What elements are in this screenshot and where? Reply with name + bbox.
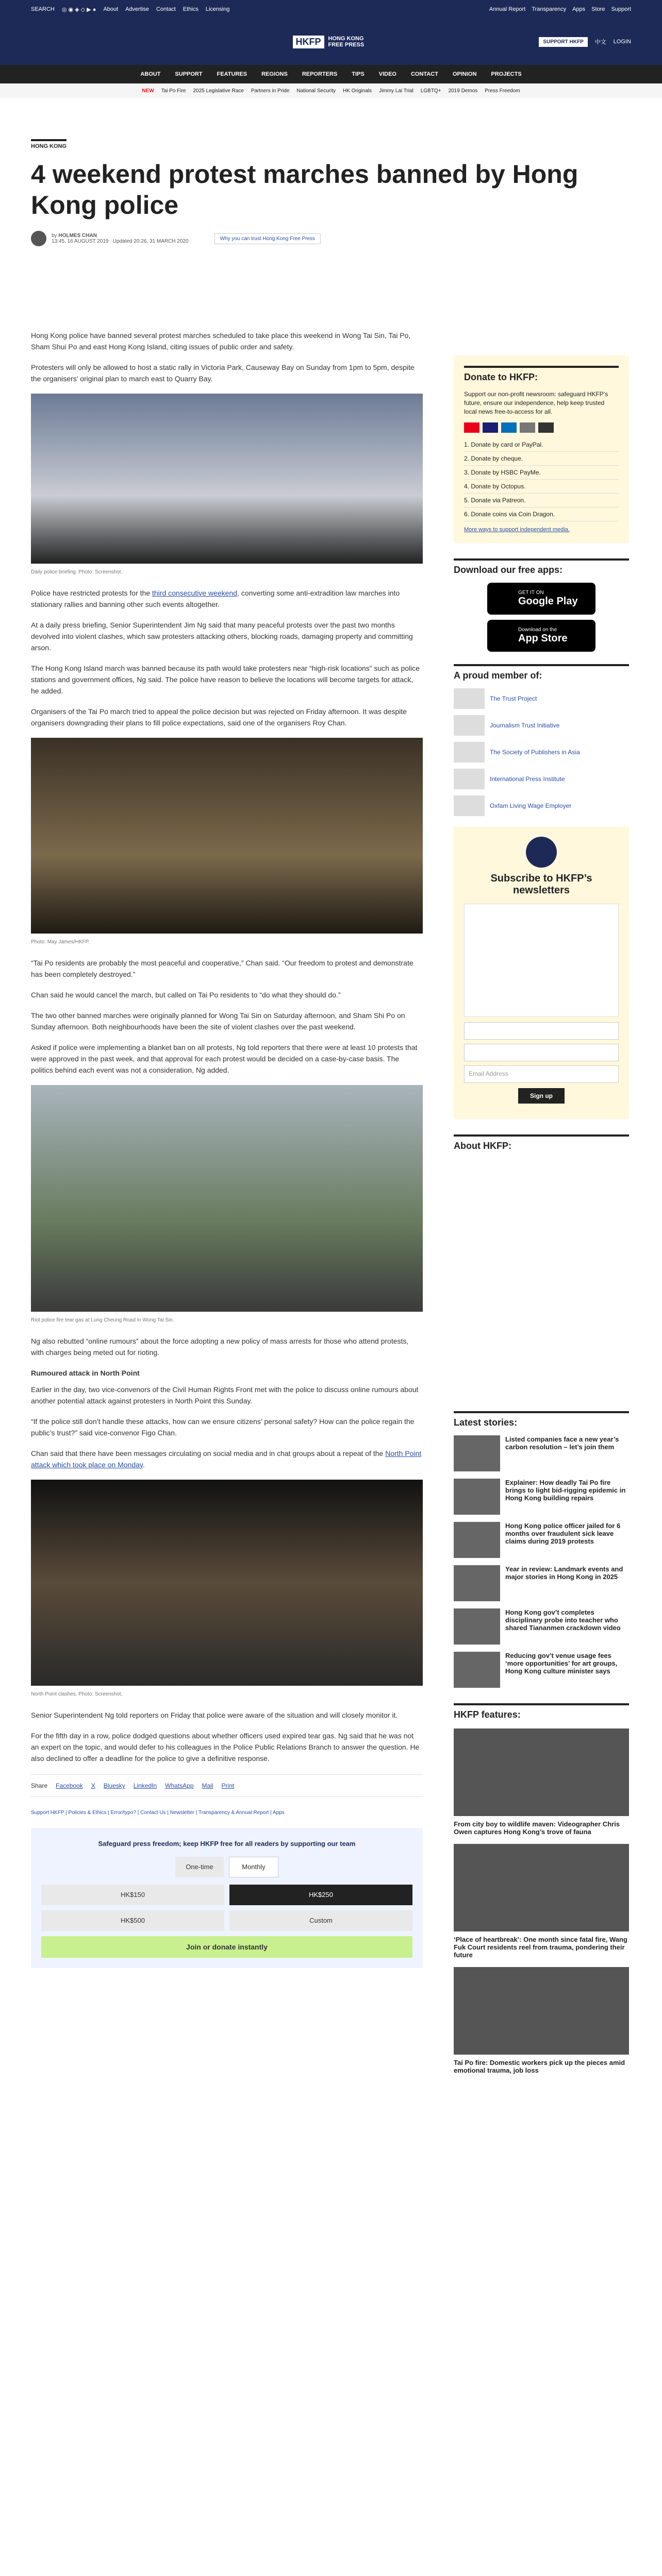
trending-item[interactable]: 2025 Legislative Race (193, 88, 244, 94)
sidebar (454, 355, 629, 2082)
app-store-button[interactable]: Download on the App Store (487, 620, 595, 652)
press-briefing-image (31, 394, 423, 564)
protest-photo (31, 738, 423, 934)
paragraph: Organisers of the Tai Po march tried to appeal the police decision but was rejected on Friday afternoon. It was despite organisers downgrading their plans to fill police expectations, said one of the organisers Roy Chan. (31, 707, 407, 727)
share-whatsapp[interactable]: WhatsApp (165, 1782, 194, 1789)
amount-option[interactable]: HK$500 (41, 1910, 224, 1931)
article-header (31, 139, 629, 246)
feature-story[interactable]: Tai Po fire: Domestic workers pick up the pieces amid emotional trauma, job loss (454, 1967, 629, 2074)
paragraph: For the fifth day in a row, police dodged questions about whether officers used expired tear gas. Ng said that he was not an expert on the topic, and would defer to his colleagues in the Police Public Relations Branch to answer the question. He also declined to offer a deadline for the police to give a definitive response. (31, 1732, 420, 1762)
top-link[interactable]: Annual Report (489, 6, 526, 12)
share-label: Share (31, 1782, 48, 1789)
widget-title: HKFP features: (454, 1703, 629, 1720)
donate-panel (31, 1828, 423, 1968)
share-x[interactable]: X (91, 1782, 95, 1789)
member-logo[interactable]: International Press Institute (454, 769, 629, 789)
paragraph: “If the police still don’t handle these attacks, how can we ensure citizens’ personal safety? How can the police regain the public’s trust?” said vice-convenor Figo Chan. (31, 1417, 415, 1437)
top-link[interactable]: About (103, 6, 119, 12)
paragraph: Hong Kong police have banned several protest marches scheduled to take place this weekend in Wong Tai Sin, Tai Po, Sham Shui Po and east Hong Kong Island, citing issues of public order and safety. (31, 331, 411, 351)
section-heading: Rumoured attack in North Point (31, 1369, 140, 1377)
trending-bar (0, 83, 662, 98)
support-button[interactable]: SUPPORT HKFP (539, 37, 587, 47)
member-logo[interactable]: The Society of Publishers in Asia (454, 742, 629, 762)
features-widget (454, 1703, 629, 2074)
more-ways-link[interactable]: More ways to support independent media. (464, 527, 570, 533)
widget-title: A proud member of: (454, 664, 629, 681)
nav-item[interactable]: VIDEO (378, 71, 396, 77)
widget-title: Latest stories: (454, 1411, 629, 1428)
top-link[interactable]: Licensing (205, 6, 230, 12)
share-facebook[interactable]: Facebook (56, 1782, 83, 1789)
social-icons[interactable]: ◎ ◉ ◈ ◇ ▶ ● (61, 6, 96, 13)
latest-story[interactable]: Year in review: Landmark events and major stories in Hong Kong in 2025 (454, 1565, 629, 1601)
login-link[interactable]: LOGIN (613, 39, 631, 45)
latest-story[interactable]: Explainer: How deadly Tai Po fire brings to light bid-rigging epidemic in Hong Kong building repairs (454, 1479, 629, 1515)
paragraph: Protesters will only be allowed to host a static rally in Victoria Park, Causeway Bay on Sunday from 1pm to 5pm, despite the organisers’ original plan to march east to Quarry Bay. (31, 363, 415, 383)
nav-item[interactable]: OPINION (452, 71, 477, 77)
newsletter-title: Subscribe to HKFP’s newsletters (490, 873, 592, 896)
about-links[interactable] (454, 1159, 629, 1406)
paragraph: Police have restricted protests for the third consecutive weekend, converting some anti-extradition law marches into stationary rallies and banning other such events altogether. (31, 589, 400, 608)
top-link[interactable]: Store (591, 6, 605, 12)
image-caption: Daily police briefing. Photo: Screenshot. (31, 569, 123, 575)
nav-item[interactable]: FEATURES (217, 71, 247, 77)
article-title: 4 weekend protest marches banned by Hong Kong police (31, 160, 578, 219)
nav-item[interactable]: CONTACT (410, 71, 438, 77)
newsletter-widget (454, 826, 629, 1119)
trending-item[interactable]: Press Freedom (485, 88, 520, 94)
amount-option[interactable]: HK$250 (229, 1885, 412, 1905)
latest-story[interactable]: Reducing gov’t venue usage fees ‘more opportunities’ for art groups, Hong Kong culture minister says (454, 1652, 629, 1688)
monthly-toggle[interactable]: Monthly (229, 1857, 278, 1877)
trending-item[interactable]: Partners in Pride (251, 88, 290, 94)
top-link[interactable]: Support (611, 6, 631, 12)
newsletter-options[interactable] (464, 904, 619, 1017)
donate-option[interactable]: 2. Donate by cheque. (464, 452, 619, 466)
amount-option[interactable]: HK$150 (41, 1885, 224, 1905)
article-body (31, 330, 423, 1968)
top-bar (0, 0, 662, 19)
signup-button[interactable]: Sign up (518, 1088, 565, 1104)
hkfp-badge-icon (526, 837, 557, 868)
top-link[interactable]: Ethics (183, 6, 198, 12)
payment-icons (464, 422, 619, 433)
paragraph: Asked if police were implementing a blanket ban on all protests, Ng told reporters that there were at least 10 protests that were approved in the past week, and that approval for each protest would be decided on a case-by-case basis. The politics behind each event was not a consideration, Ng added. (31, 1043, 418, 1074)
donate-option[interactable]: 4. Donate by Octopus. (464, 480, 619, 494)
trending-label: NEW (142, 88, 154, 94)
latest-widget (454, 1411, 629, 1688)
top-link[interactable]: Apps (572, 6, 586, 12)
nav-item[interactable]: REPORTERS (302, 71, 338, 77)
latest-story[interactable]: Listed companies face a new year’s carbon resolution – let’s join them (454, 1435, 629, 1471)
google-play-button[interactable]: GET IT ON Google Play (487, 583, 595, 615)
one-time-toggle[interactable]: One-time (175, 1857, 224, 1877)
image-caption: North Point clashes. Photo: Screenshot. (31, 1691, 123, 1697)
trending-item[interactable]: HK Originals (342, 88, 372, 94)
feature-story[interactable]: From city boy to wildlife maven: Videographer Chris Owen captures Hong Kong’s trove of fauna (454, 1728, 629, 1836)
paragraph: Senior Superintendent Ng told reporters on Friday that police were aware of the situation and will closely monitor it. (31, 1711, 398, 1719)
trending-item[interactable]: LGBTQ+ (420, 88, 441, 94)
search-link[interactable]: SEARCH (31, 6, 55, 12)
member-logo[interactable]: The Trust Project (454, 688, 629, 709)
image-caption: Photo: May James/HKFP. (31, 939, 90, 945)
trending-item[interactable]: National Security (296, 88, 336, 94)
paragraph: At a daily press briefing, Senior Superintendent Jim Ng said that many peaceful protests over the past two months devolved into violent clashes, which saw protesters attacking others, blocking roads, damaging property and committing arson. (31, 621, 413, 652)
member-logo[interactable]: Journalism Trust Initiative (454, 715, 629, 736)
donate-text[interactable]: Support our non-profit newsroom: safeguard HKFP’s future, ensure our independence, help keep trusted local news free-to-access for all. (464, 391, 608, 415)
nav-item[interactable]: SUPPORT (175, 71, 203, 77)
member-logo[interactable]: Oxfam Living Wage Employer (454, 795, 629, 816)
updated-date: Updated 20:26, 31 MARCH 2020 (112, 239, 189, 244)
latest-story[interactable]: Hong Kong gov’t completes disciplinary probe into teacher who shared Tiananmen crackdown video (454, 1608, 629, 1645)
author-avatar (31, 231, 46, 246)
article-footer-links[interactable]: Support HKFP | Policies & Ethics | Error/typo? | Contact Us | Newsletter | Transparency & Annual Report | Apps (31, 1810, 285, 1816)
paragraph: Chan said that there have been messages circulating on social media and in chat groups about a repeat of the North Point attack which took place on Monday. (31, 1449, 422, 1469)
join-button[interactable]: Join or donate instantly (41, 1936, 412, 1958)
donate-option[interactable]: 6. Donate coins via Coin Dragon. (464, 507, 619, 521)
feature-story[interactable]: ‘Place of heartbreak’: One month since fatal fire, Wang Fuk Court residents reel from trauma, pondering their future (454, 1844, 629, 1959)
nav-item[interactable]: ABOUT (140, 71, 161, 77)
paragraph: Earlier in the day, two vice-convenors of the Civil Human Rights Front met with the police to discuss online rumours about another potential attack against protesters in North Point this Sunday. (31, 1385, 419, 1405)
logo[interactable]: HKFP HONG KONG FREE PRESS (293, 36, 370, 48)
widget-title: Download our free apps: (454, 558, 629, 575)
email-input[interactable]: Email Address (464, 1065, 619, 1083)
north-point-photo (31, 1480, 423, 1686)
author-name[interactable]: HOLMES CHAN (58, 233, 97, 239)
nav-item[interactable]: REGIONS (261, 71, 288, 77)
members-widget (454, 664, 629, 816)
category-label[interactable]: HONG KONG (31, 139, 67, 149)
publish-date: 13:45, 16 AUGUST 2019 (52, 239, 109, 244)
top-link[interactable]: Advertise (125, 6, 149, 12)
tear-gas-photo (31, 1085, 423, 1312)
nav-item[interactable]: PROJECTS (491, 71, 522, 77)
nav-item[interactable]: TIPS (352, 71, 365, 77)
image-caption: Riot police fire tear gas at Lung Cheung Road in Wong Tai Sin. (31, 1317, 174, 1323)
inline-link[interactable]: third consecutive weekend (152, 589, 237, 597)
paragraph: Chan said he would cancel the march, but called on Tai Po residents to “do what they should do.” (31, 991, 341, 999)
first-name-input[interactable] (464, 1022, 619, 1040)
trending-item[interactable]: 2019 Demos (448, 88, 478, 94)
share-print[interactable]: Print (221, 1782, 235, 1789)
share-mail[interactable]: Mail (202, 1782, 213, 1789)
trending-item[interactable]: Jimmy Lai Trial (379, 88, 413, 94)
trust-link[interactable]: Why you can trust Hong Kong Free Press (214, 233, 321, 244)
paragraph: The Hong Kong Island march was banned because its path would take protesters near “high-risk locations” such as police stations and government offices, Ng said. The police have reason to believe the locations will become targets for attack, he added. (31, 664, 420, 695)
donate-option[interactable]: 5. Donate via Patreon. (464, 494, 619, 507)
paragraph: The two other banned marches were originally planned for Wong Tai Sin on Saturday afternoon, and Sham Shi Po on Sunday afternoon. Both neighbourhoods have been the site of violent clashes over the past weekend. (31, 1011, 405, 1031)
about-widget (454, 1134, 629, 1406)
paragraph: Ng also rebutted “online rumours” about the force adopting a new policy of mass arrests for those who attend protests, with charges being meted out for rioting. (31, 1337, 409, 1357)
widget-title: About HKFP: (454, 1134, 629, 1151)
inline-link[interactable]: North Point attack which took place on Monday (31, 1449, 422, 1469)
share-linkedin[interactable]: LinkedIn (133, 1782, 157, 1789)
donate-option[interactable]: 3. Donate by HSBC PayMe. (464, 466, 619, 480)
amount-option[interactable]: Custom (229, 1910, 412, 1931)
donate-option[interactable]: 1. Donate by card or PayPal. (464, 438, 619, 452)
share-bluesky[interactable]: Bluesky (103, 1782, 125, 1789)
donate-widget (454, 355, 629, 543)
promo-text: Safeguard press freedom; keep HKFP free for all readers by supporting our team (98, 1840, 356, 1848)
trending-item[interactable]: Tai Po Fire (161, 88, 186, 94)
main-nav (0, 65, 662, 83)
masthead (0, 19, 662, 65)
paragraph: “Tai Po residents are probably the most peaceful and cooperative,” Chan said. “Our freedom to protest and demonstrate has been completely destroyed.” (31, 959, 413, 978)
share-bar (31, 1774, 423, 1797)
last-name-input[interactable] (464, 1044, 619, 1061)
apps-widget (454, 558, 629, 652)
widget-title: Donate to HKFP: (464, 366, 619, 383)
latest-story[interactable]: Hong Kong police officer jailed for 6 months over fraudulent sick leave claims during 2019 protests (454, 1522, 629, 1558)
byline: by HOLMES CHAN 13:45, 16 AUGUST 2019 Updated 20:26, 31 MARCH 2020 Why you can trust Hong Kong Free Press (31, 231, 629, 246)
top-link[interactable]: Transparency (532, 6, 567, 12)
top-link[interactable]: Contact (156, 6, 176, 12)
language-link[interactable]: 中文 (594, 39, 606, 45)
